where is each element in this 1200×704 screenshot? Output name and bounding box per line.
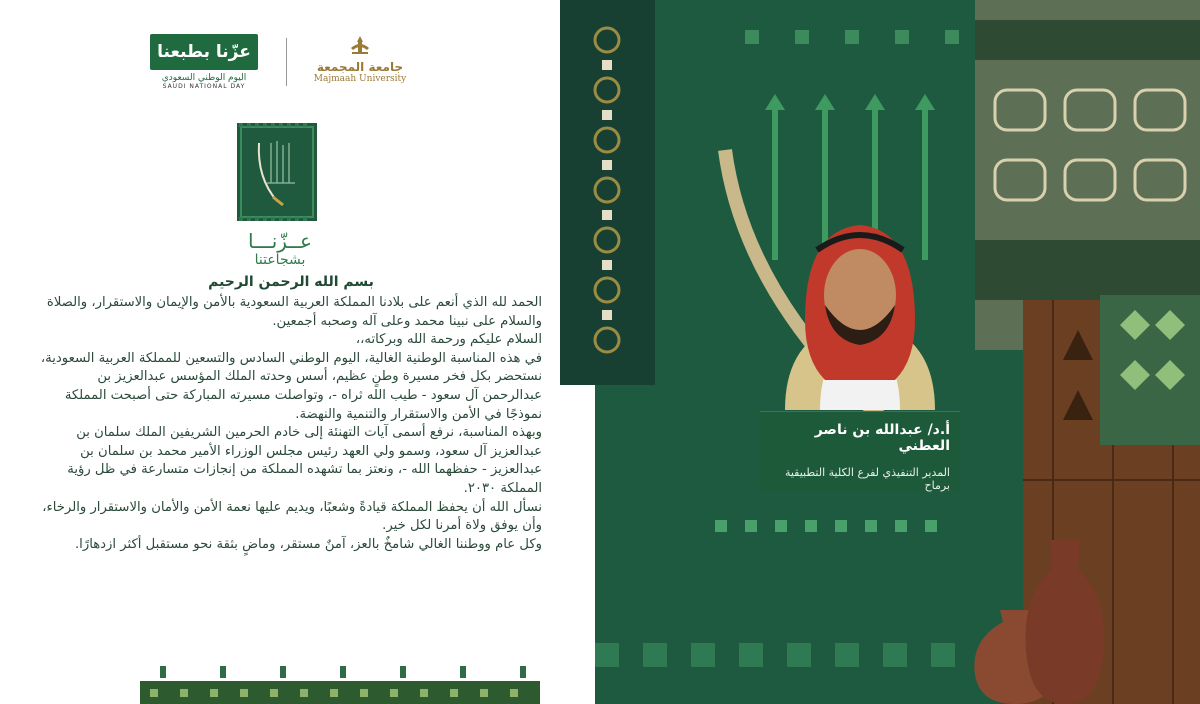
letter-paragraph-5: نسأل الله أن يحفظ المملكة قيادةً وشعبًا، ويديم عليها نعمة الأمن والأمان والاستقرار والرخاء، وأن يوفق ولاة أمرنا لكل خير.	[42, 499, 542, 534]
letter-panel	[0, 0, 560, 704]
logo-bar	[150, 34, 430, 96]
name-plate	[760, 411, 960, 491]
letter-paragraph-6: وكل عام ووطننا الغالي شامخٌ بالعز، آمنٌ مستقر، وماضٍ بثقة نحو مستقبل أكثر ازدهارًا.	[74, 536, 542, 552]
letter-paragraph-3: في هذه المناسبة الوطنية الغالية، اليوم الوطني السادس والتسعين للمملكة العربية السعودية، نستحضر بكل فخر مسيرة وطنٍ عظيم، أسس وحدته الملك المؤسس عبدالعزيز بن عبدالرحمن آل سعود - طيب الله ثراه -، وتواصلت مسيرته المباركة حتى أصبحت المملكة نموذجًا في الأمن والاستقرار والتنمية والنهضة.	[40, 350, 542, 422]
national-day-logo-title: عزّنا بطبعنا	[150, 34, 258, 70]
university-emblem-icon	[347, 34, 373, 56]
letter-paragraph-2: السلام عليكم ورحمة الله وبركاته،،	[355, 332, 542, 348]
university-name-en: Majmaah University	[313, 74, 407, 84]
national-day-logo	[150, 34, 258, 92]
bottom-ornament-icons	[160, 662, 540, 678]
letter-paragraph-4: وبهذه المناسبة، نرفع أسمى آيات التهنئة إلى خادم الحرمين الشريفين الملك سلمان بن عبدالعزيز آل سعود، وسمو ولي العهد رئيس مجلس الوزراء الأمير محمد بن سلمان بن عبدالعزيز - حفظهما الله -، ونعتز بما تشهده المملكة من إنجازات متسارعة في ظل رؤية المملكة ٢٠٣٠.	[67, 425, 542, 496]
portrait-illustration	[765, 210, 955, 410]
national-day-logo-english: SAUDI NATIONAL DAY	[162, 83, 246, 90]
basmala: بسم الله الرحمن الرحيم	[208, 274, 374, 290]
tagline	[200, 230, 360, 268]
left-hanging-carpet	[560, 0, 655, 385]
person-title: المدير التنفيذي لفرع الكلية التطبيقية برماح	[784, 466, 950, 492]
scarf-sword-illustration	[237, 123, 317, 221]
left-carpet-pattern	[560, 0, 655, 385]
greeting-letter	[40, 274, 542, 554]
university-logo	[300, 34, 420, 94]
person-portrait	[765, 210, 955, 410]
university-name-ar: جامعة المجمعة	[316, 60, 404, 74]
tribal-glyph-row	[595, 635, 955, 675]
clay-pot-tall	[1020, 540, 1110, 704]
logo-divider	[286, 38, 287, 86]
draped-scarf	[1100, 295, 1200, 445]
tagline-line-1: عــزّنـــا	[248, 229, 312, 253]
person-name: أ.د/ عبدالله بن ناصر العطني	[814, 422, 950, 454]
national-day-logo-subtitle: اليوم الوطني السعودي	[161, 73, 247, 83]
decorative-artwork	[555, 0, 1200, 704]
letter-paragraph-1: الحمد لله الذي أنعم على بلادنا المملكة العربية السعودية بالأمن والإيمان والاستقرار، والصلاة والسلام على نبينا محمد وعلى آله وصحبه أجمعين.	[46, 295, 542, 329]
draped-scarf-pattern	[1100, 295, 1200, 445]
tagline-line-2: بشجاعتنا	[254, 252, 306, 268]
bottom-pattern-band	[140, 681, 540, 704]
